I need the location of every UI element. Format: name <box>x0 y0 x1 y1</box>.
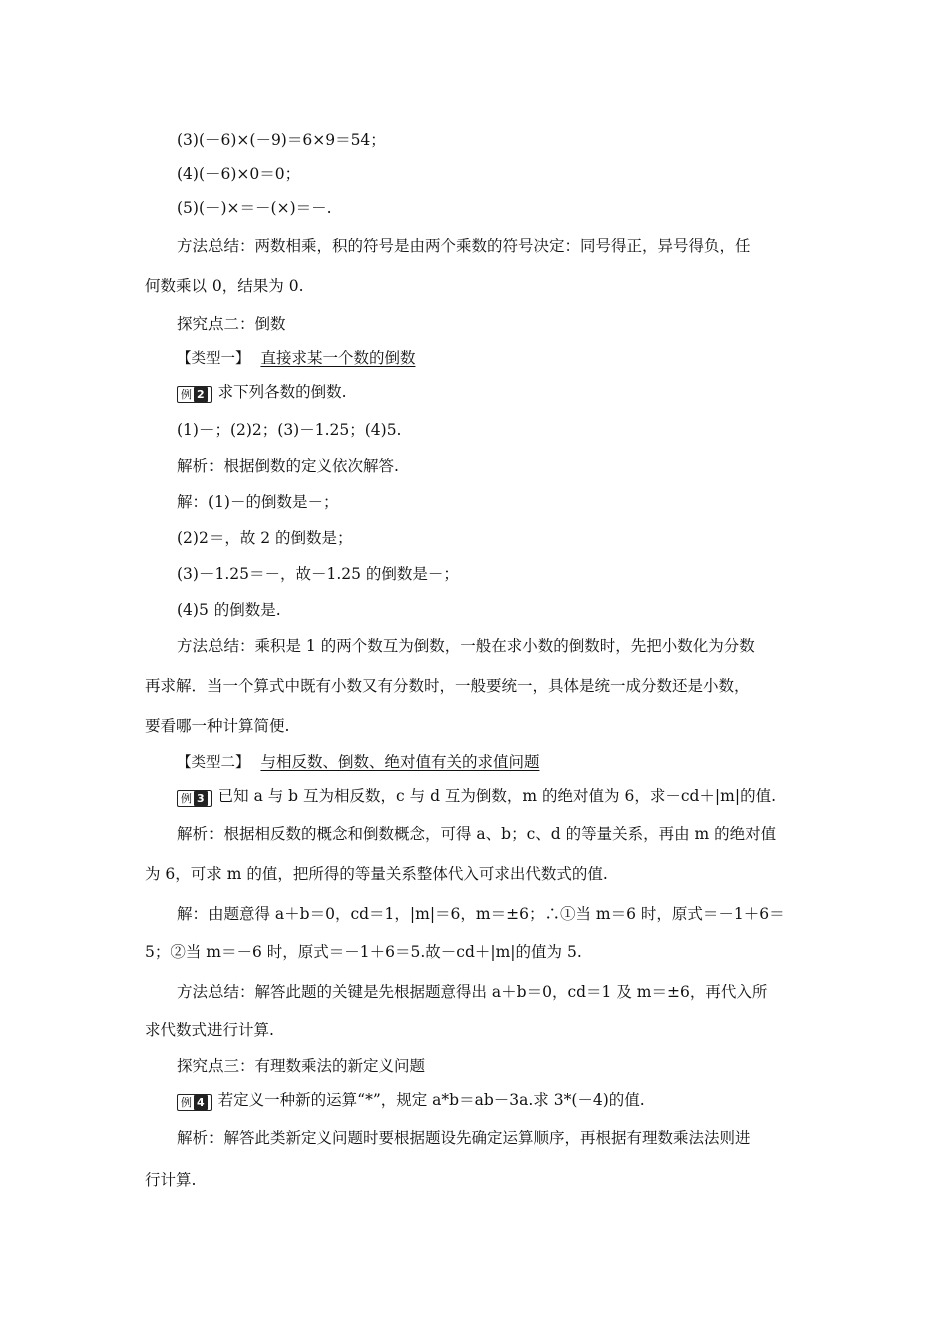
section-heading: 探究点三：有理数乘法的新定义问题 <box>177 1057 426 1075</box>
type-bracket: 【类型二】 <box>177 755 250 771</box>
analysis-line: 为 6，可求 m 的值，把所得的等量关系整体代入可求出代数式的值. <box>145 865 608 883</box>
analysis-line: 解析：根据相反数的概念和倒数概念，可得 a、b；c、d 的等量关系，再由 m 的绝对值 <box>177 825 777 843</box>
example-badge: 例 3 <box>177 790 212 807</box>
text-line: (4)(－6)×0＝0； <box>177 165 301 183</box>
solution-line: (2)2＝，故 2 的倒数是； <box>177 529 353 547</box>
solution-line: (4)5 的倒数是. <box>177 601 281 619</box>
type-heading <box>177 348 415 369</box>
analysis-line: 解析：解答此类新定义问题时要根据题设先确定运算顺序，再根据有理数乘法法则进 <box>177 1129 751 1147</box>
type-heading <box>177 752 539 773</box>
text-line: (3)(－6)×(－9)＝6×9＝54； <box>177 131 386 149</box>
text-line: (5)(－)×＝－(×)＝－. <box>177 199 332 217</box>
analysis-line: 行计算. <box>145 1171 197 1189</box>
method-summary-line: 再求解．当一个算式中既有小数又有分数时，一般要统一，具体是统一成分数还是小数， <box>145 677 750 695</box>
type-title: 直接求某一个数的倒数 <box>260 349 416 367</box>
section-heading: 探究点二：倒数 <box>177 315 286 333</box>
example-text: 若定义一种新的运算“*”，规定 a*b＝ab－3a.求 3*(－4)的值. <box>217 1091 645 1109</box>
type-bracket: 【类型一】 <box>177 351 250 367</box>
example-badge: 例 2 <box>177 386 212 403</box>
solution-line: 解：(1)－的倒数是－； <box>177 493 339 511</box>
example-badge: 例 4 <box>177 1094 212 1111</box>
example-line <box>177 1090 645 1110</box>
example-line <box>177 382 347 402</box>
solution-line: (3)－1.25＝－，故－1.25 的倒数是－； <box>177 565 459 583</box>
solution-line: 5；②当 m＝－6 时，原式＝－1＋6＝5.故－cd＋|m|的值为 5. <box>145 943 582 961</box>
method-summary-line: 方法总结：解答此题的关键是先根据题意得出 a＋b＝0，cd＝1 及 m＝±6，再代入所 <box>177 983 768 1001</box>
method-summary-line: 何数乘以 0，结果为 0. <box>145 277 304 295</box>
method-summary-line: 要看哪一种计算简便. <box>145 717 290 735</box>
example-line <box>177 786 776 806</box>
example-text: 求下列各数的倒数. <box>217 383 347 401</box>
method-summary-line: 方法总结：两数相乘，积的符号是由两个乘数的符号决定：同号得正，异号得负，任 <box>177 237 751 255</box>
method-summary-line: 方法总结：乘积是 1 的两个数互为倒数，一般在求小数的倒数时，先把小数化为分数 <box>177 637 755 655</box>
text-line: (1)－；(2)2；(3)－1.25；(4)5. <box>177 421 402 439</box>
solution-line: 解：由题意得 a＋b＝0，cd＝1，|m|＝6，m＝±6；∴①当 m＝6 时，原式＝－1＋6＝ <box>177 905 785 923</box>
method-summary-line: 求代数式进行计算. <box>145 1021 274 1039</box>
analysis-line: 解析：根据倒数的定义依次解答. <box>177 457 399 475</box>
example-text: 已知 a 与 b 互为相反数，c 与 d 互为倒数，m 的绝对值为 6，求－cd＋|m|的值. <box>217 787 776 805</box>
type-title: 与相反数、倒数、绝对值有关的求值问题 <box>260 753 540 771</box>
